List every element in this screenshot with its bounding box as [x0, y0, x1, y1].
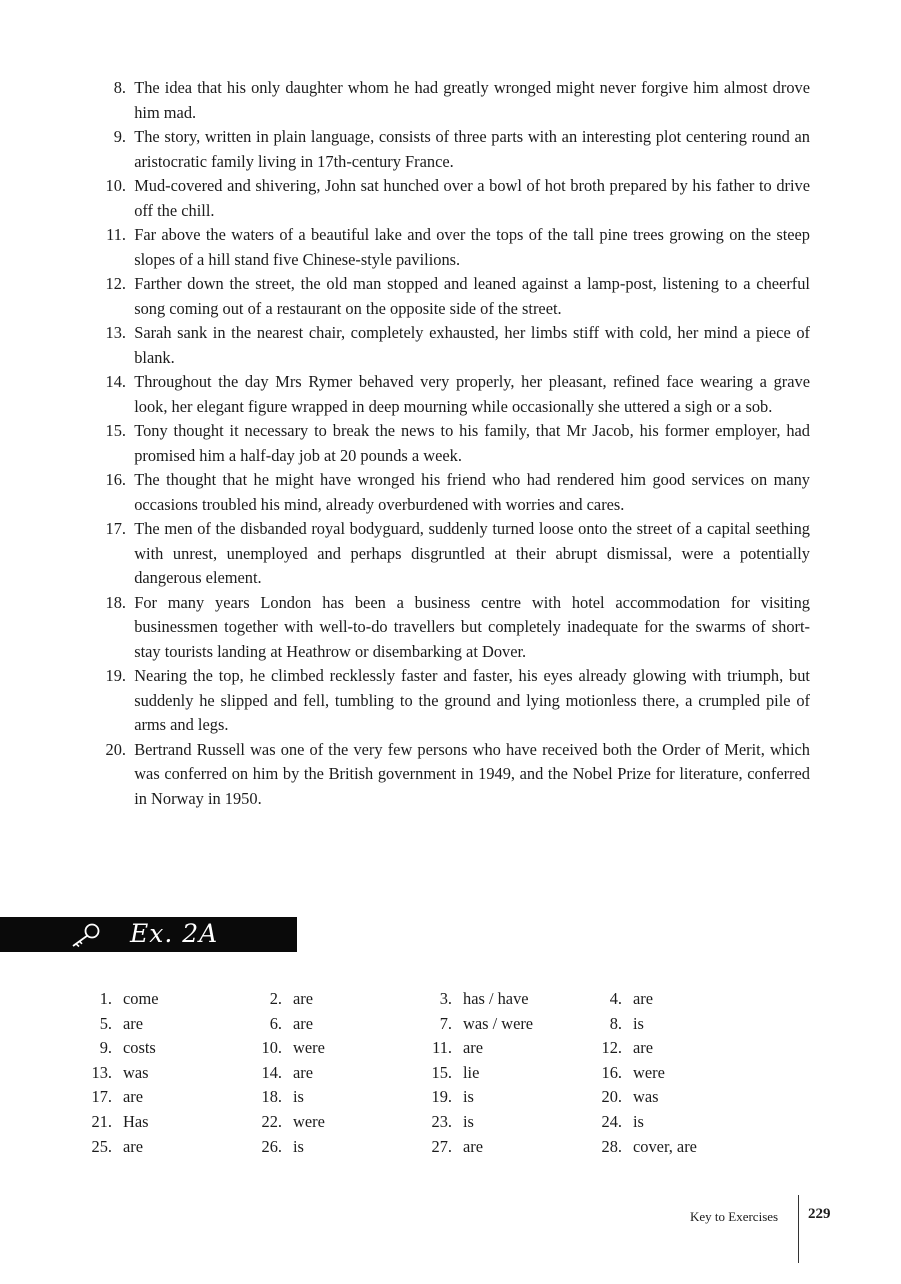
sentence-number: 17.	[105, 519, 126, 538]
answer-item	[250, 1061, 420, 1086]
answer-grid	[80, 987, 780, 1159]
answer-value: were	[293, 1111, 325, 1131]
answer-number: 1.	[99, 989, 112, 1008]
sentence-text: Sarah sank in the nearest chair, completely exhausted, her limbs stiff with cold, her mind a piece of blank.	[134, 323, 810, 367]
answer-value: are	[123, 1136, 144, 1156]
sentence-list	[80, 76, 810, 811]
answer-item	[80, 1085, 250, 1110]
answer-value: is	[463, 1087, 474, 1107]
answer-item	[590, 1110, 760, 1135]
answer-item	[80, 1135, 250, 1160]
answer-item	[80, 1036, 250, 1061]
answer-item	[590, 1061, 760, 1086]
sentence-item	[80, 174, 810, 223]
answer-number: 12.	[601, 1038, 622, 1058]
sentence-item	[80, 76, 810, 125]
answer-value: are	[633, 989, 654, 1008]
answer-item	[250, 1085, 420, 1110]
sentence-text: Nearing the top, he climbed recklessly faster and faster, his eyes already glowing with triumph, but suddenly he slipped and fell, tumbling to the ground and lying motionless there, a crumpled pile of arms and legs.	[134, 666, 810, 734]
sentence-number: 11.	[106, 225, 126, 244]
answer-item	[590, 1036, 760, 1061]
answer-number: 2.	[269, 989, 282, 1008]
answer-number: 4.	[609, 989, 622, 1008]
answer-value: were	[633, 1062, 665, 1082]
answer-value: are	[463, 1136, 484, 1156]
answer-value: is	[633, 1013, 644, 1033]
sentence-text: Farther down the street, the old man stopped and leaned against a lamp-post, listening to a cheerful song coming out of a restaurant on the opposite side of the street.	[134, 274, 810, 318]
answer-value: are	[293, 1062, 314, 1082]
answer-item	[250, 1036, 420, 1061]
sentence-text: Throughout the day Mrs Rymer behaved very properly, her pleasant, refined face wearing a grave look, her elegant figure wrapped in deep mourning while occasionally she uttered a sigh or a sob.	[134, 372, 810, 416]
answer-number: 25.	[91, 1136, 112, 1156]
answer-value: is	[293, 1087, 304, 1107]
answer-number: 10.	[261, 1038, 282, 1058]
answer-number: 18.	[261, 1087, 282, 1107]
answer-item	[80, 1110, 250, 1135]
answer-number: 7.	[439, 1013, 452, 1033]
answer-number: 20.	[601, 1087, 622, 1107]
sentence-item	[80, 664, 810, 738]
answer-number: 24.	[601, 1111, 622, 1131]
answer-value: is	[293, 1136, 304, 1156]
sentence-text: The thought that he might have wronged his friend who had rendered him good services on many occasions troubled his mind, already overburdened with worries and cares.	[134, 470, 810, 514]
sentence-item	[80, 738, 810, 812]
sentence-item	[80, 517, 810, 591]
answer-value: costs	[123, 1038, 156, 1058]
sentence-text: For many years London has been a business centre with hotel accommodation for visiting businessmen together with well-to-do travellers but completely inadequate for the swarms of short-stay tourists landing at Heathrow or disembarking at Dover.	[134, 592, 810, 661]
sentence-number: 12.	[105, 274, 126, 293]
answer-number: 8.	[609, 1013, 622, 1033]
answer-number: 5.	[99, 1013, 112, 1033]
sentence-number: 18.	[105, 592, 126, 612]
answer-number: 13.	[91, 1062, 112, 1082]
sentence-text: The idea that his only daughter whom he had greatly wronged might never forgive him almost drove him mad.	[134, 78, 810, 122]
sentence-item	[80, 272, 810, 321]
answer-value: Has	[123, 1111, 149, 1131]
answer-item	[420, 1061, 590, 1086]
answer-value: was / were	[463, 1013, 534, 1033]
answer-value: are	[123, 1087, 144, 1107]
answer-item	[80, 987, 250, 1012]
answer-item	[250, 1135, 420, 1160]
answer-value: is	[633, 1111, 644, 1131]
sentence-item	[80, 468, 810, 517]
answer-number: 16.	[601, 1062, 622, 1082]
answer-item	[250, 1012, 420, 1037]
answer-item	[420, 1012, 590, 1037]
sentence-text: Bertrand Russell was one of the very few persons who have received both the Order of Merit, which was conferred on him by the British government in 1949, and the Nobel Prize for literature, conferred in Norway in 1950.	[134, 739, 810, 808]
sentence-number: 9.	[113, 127, 126, 146]
answer-item	[590, 1135, 760, 1160]
answer-number: 11.	[432, 1038, 452, 1058]
answer-number: 26.	[261, 1136, 282, 1156]
answer-number: 19.	[431, 1087, 452, 1107]
answer-value: lie	[463, 1062, 480, 1082]
answer-number: 21.	[91, 1111, 112, 1131]
answer-number: 28.	[601, 1136, 622, 1156]
answer-item	[80, 1061, 250, 1086]
footer-divider	[798, 1195, 799, 1263]
answer-number: 27.	[431, 1136, 452, 1156]
sentence-number: 8.	[113, 78, 126, 97]
answer-item	[80, 1012, 250, 1037]
answer-item	[420, 1110, 590, 1135]
sentence-text: The story, written in plain language, consists of three parts with an interesting plot centering round an aristocratic family living in 17th-century France.	[134, 127, 810, 171]
sentence-text: Mud-covered and shivering, John sat hunched over a bowl of hot broth prepared by his father to drive off the chill.	[134, 176, 810, 220]
key-icon	[68, 922, 104, 948]
sentence-number: 20.	[105, 739, 126, 759]
answer-number: 6.	[269, 1013, 282, 1033]
answer-number: 17.	[91, 1087, 112, 1107]
answer-item	[420, 1135, 590, 1160]
page-number: 229	[808, 1206, 831, 1222]
sentence-item	[80, 321, 810, 370]
answer-value: are	[463, 1038, 484, 1058]
answer-value: is	[463, 1111, 474, 1131]
sentence-number: 15.	[105, 421, 126, 440]
answer-value: was	[633, 1087, 659, 1107]
answer-value: cover, are	[633, 1136, 697, 1156]
answer-value: are	[293, 1013, 314, 1033]
footer-label: Key to Exercises	[690, 1209, 779, 1224]
answer-number: 15.	[431, 1062, 452, 1082]
answer-item	[250, 987, 420, 1012]
section-banner	[0, 917, 297, 952]
answer-number: 14.	[261, 1062, 282, 1082]
sentence-item	[80, 125, 810, 174]
sentence-number: 13.	[105, 323, 126, 342]
sentence-number: 10.	[105, 176, 126, 195]
answer-value: are	[633, 1038, 654, 1058]
sentence-text: The men of the disbanded royal bodyguard, suddenly turned loose onto the street of a capital seething with unrest, unemployed and perhaps disgruntled at their abrupt dismissal, were a potentially dangerous element.	[134, 519, 810, 587]
answer-item	[420, 1085, 590, 1110]
answer-value: are	[293, 989, 314, 1008]
sentence-text: Far above the waters of a beautiful lake and over the tops of the tall pine trees growing on the steep slopes of a hill stand five Chinese-style pavilions.	[134, 225, 810, 269]
answer-number: 22.	[261, 1111, 282, 1131]
answer-value: were	[293, 1038, 325, 1058]
sentence-item	[80, 419, 810, 468]
answer-value: has / have	[463, 989, 529, 1008]
answer-value: are	[123, 1013, 144, 1033]
answer-item	[420, 987, 590, 1012]
sentence-item	[80, 223, 810, 272]
answer-item	[250, 1110, 420, 1135]
sentence-item	[80, 591, 810, 665]
answer-item	[590, 987, 760, 1012]
sentence-text: Tony thought it necessary to break the news to his family, that Mr Jacob, his former employer, had promised him a half-day job at 20 pounds a week.	[134, 421, 810, 465]
sentence-number: 19.	[105, 666, 126, 685]
section-title: Ex. 2A	[130, 919, 219, 948]
answer-number: 23.	[431, 1111, 452, 1131]
answer-number: 9.	[99, 1038, 112, 1058]
answer-value: come	[123, 989, 159, 1008]
answer-item	[590, 1085, 760, 1110]
sentence-number: 16.	[105, 470, 126, 489]
answer-item	[590, 1012, 760, 1037]
answer-value: was	[123, 1062, 149, 1082]
answer-item	[420, 1036, 590, 1061]
sentence-number: 14.	[105, 372, 126, 391]
sentence-item	[80, 370, 810, 419]
answer-number: 3.	[439, 989, 452, 1008]
